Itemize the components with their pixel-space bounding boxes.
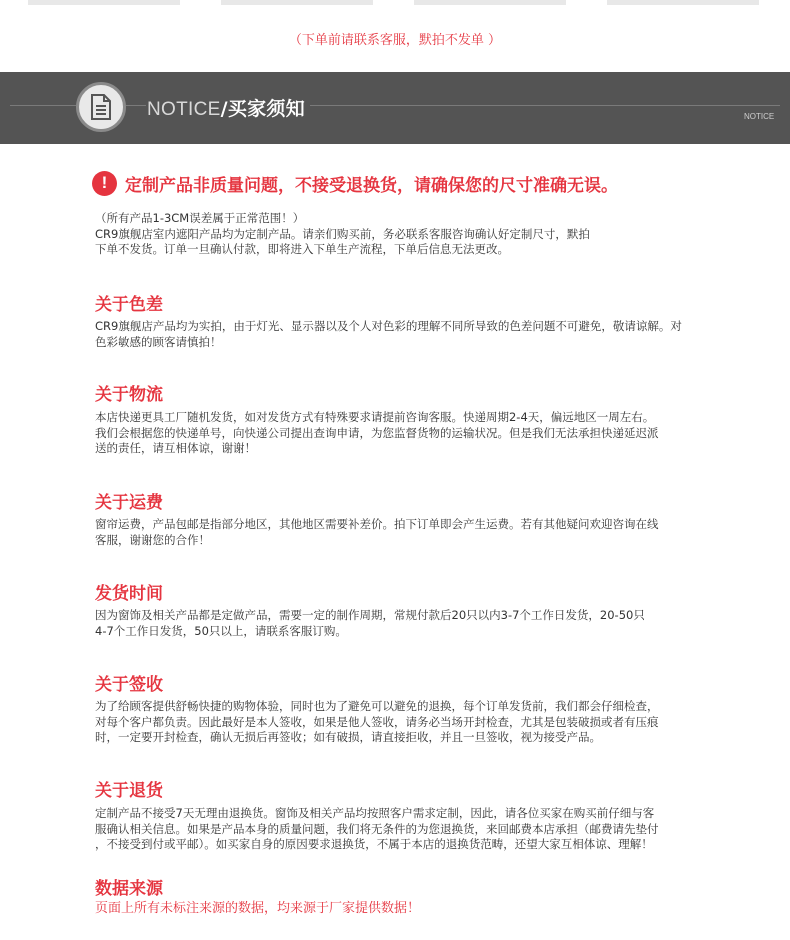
body-line: 窗帘运费，产品包邮是指部分地区，其他地区需要补差价。拍下订单即会产生运费。若有其他疑问欢迎咨询在线 xyxy=(95,517,659,531)
section-heading-data-source: 数据来源 xyxy=(95,879,163,899)
intro-line: （所有产品1-3CM误差属于正常范围！） xyxy=(95,211,305,225)
section-body-color xyxy=(95,319,705,350)
warning-text: 定制产品非质量问题，不接受退换货，请确保您的尺寸准确无误。 xyxy=(125,175,618,196)
body-line: 时，一定要开封检查，确认无损后再签收；如有破损，请直接拒收，并且一旦签收，视为接受产品。 xyxy=(95,730,601,744)
body-line: 我们会根据您的快递单号，向快递公司提出查询申请，为您监督货物的运输状况。但是我们无法承担快递延迟派 xyxy=(95,425,659,440)
body-line: ，不接受到付或平邮）。如买家自身的原因要求退换货，不属于本店的退换货范畴，还望大家互相体谅、理解！ xyxy=(95,837,653,851)
section-heading-color: 关于色差 xyxy=(95,295,163,315)
section-heading-shipping-fee: 关于运费 xyxy=(95,493,163,513)
divider xyxy=(310,105,780,106)
body-line: 对每个客户都负责。因此最好是本人签收，如果是他人签收，请务必当场开封检查，尤其是包装破损或者有压痕 xyxy=(95,714,659,729)
section-heading-returns: 关于退货 xyxy=(95,781,163,801)
notice-title xyxy=(147,94,305,121)
body-line: 服确认相关信息。如果是产品本身的质量问题，我们将无条件的为您退换货，来回邮费本店承担（邮费请先垫付 xyxy=(95,821,659,836)
section-heading-delivery-time: 发货时间 xyxy=(95,584,163,604)
notice-title-cn: /买家须知 xyxy=(220,98,306,120)
warning-row xyxy=(92,170,618,196)
intro-line: 下单不发货。订单一旦确认付款，即将进入下单生产流程，下单后信息无法更改。 xyxy=(95,242,509,256)
body-line: 定制产品不接受7天无理由退换货。窗饰及相关产品均按照客户需求定制，因此，请各位买家在购买前仔细与客 xyxy=(95,806,655,820)
section-heading-signing: 关于签收 xyxy=(95,675,163,695)
body-line: 送的责任，请互相体谅，谢谢！ xyxy=(95,441,256,455)
intro-paragraph xyxy=(95,211,705,258)
divider xyxy=(126,105,146,106)
body-line: 本店快递更具工厂随机发货，如对发货方式有特殊要求请提前咨询客服。快递周期2-4天，偏远地区一周左右。 xyxy=(95,410,655,424)
section-body-shipping-fee xyxy=(95,517,705,548)
body-line: 客服，谢谢您的合作！ xyxy=(95,532,210,547)
order-note: （下单前请联系客服，默拍不发单 ） xyxy=(288,33,502,48)
data-source-text: 页面上所有未标注来源的数据，均来源于厂家提供数据！ xyxy=(95,901,421,916)
section-body-signing xyxy=(95,699,705,746)
top-decorative-bars xyxy=(0,0,790,8)
divider xyxy=(10,105,76,106)
body-line: 色彩敏感的顾客请慎拍！ xyxy=(95,334,222,349)
top-bar xyxy=(414,0,566,5)
body-line: 4-7个工作日发货，50只以上，请联系客服订购。 xyxy=(95,623,347,638)
top-bar xyxy=(28,0,180,5)
top-bar xyxy=(607,0,759,5)
section-heading-logistics: 关于物流 xyxy=(95,385,163,405)
notice-banner xyxy=(0,72,790,144)
top-bar xyxy=(221,0,373,5)
body-line: CR9旗舰店产品均为实拍，由于灯光、显示器以及个人对色彩的理解不同所导致的色差问题不可避免，敬请谅解。对 xyxy=(95,319,682,333)
document-icon xyxy=(76,82,126,132)
notice-small-label: NOTICE xyxy=(744,112,775,121)
body-line: 因为窗饰及相关产品都是定做产品，需要一定的制作周期，常规付款后20只以内3-7个工作日发货，20-50只 xyxy=(95,608,645,622)
section-body-logistics xyxy=(95,410,705,457)
body-line: 为了给顾客提供舒畅快捷的购物体验，同时也为了避免可以避免的退换，每个订单发货前，我们都会仔细检查， xyxy=(95,699,659,713)
exclamation-icon: ! xyxy=(92,171,117,196)
section-body-returns xyxy=(95,806,705,853)
notice-title-en: NOTICE xyxy=(147,99,221,120)
section-body-delivery-time xyxy=(95,608,705,639)
intro-line: CR9旗舰店室内遮阳产品均为定制产品。请亲们购买前，务必联系客服咨询确认好定制尺寸，默拍 xyxy=(95,226,590,241)
